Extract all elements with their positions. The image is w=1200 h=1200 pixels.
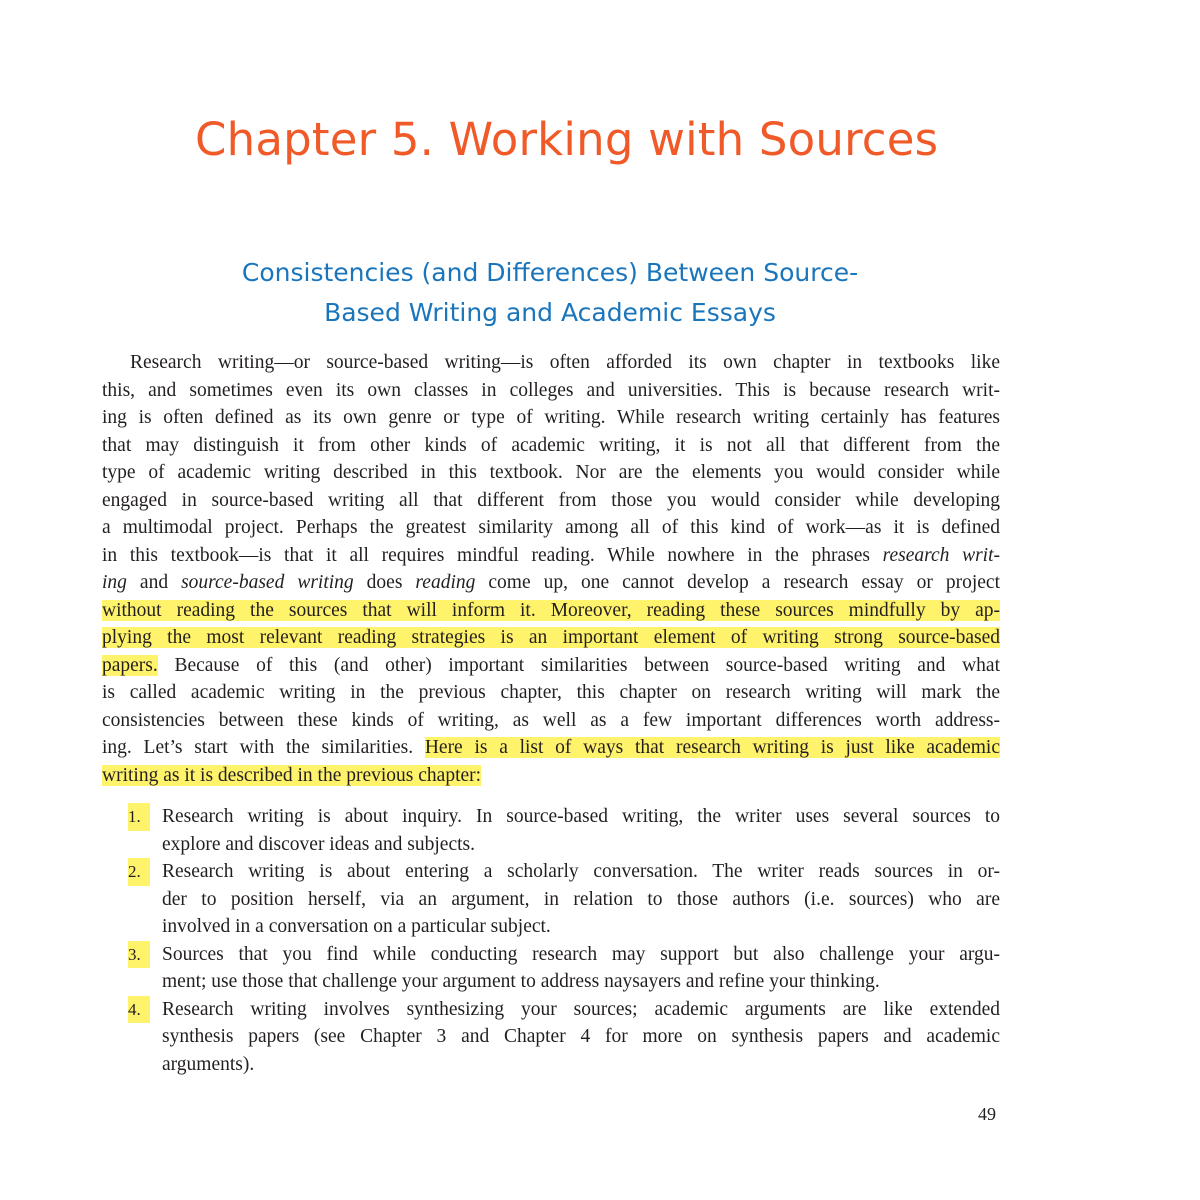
italic-term: research writ-: [882, 544, 1001, 566]
paragraph-line: that may distinguish it from other kinds of academic writing, it is not all that different from the: [102, 434, 1000, 456]
paragraph-line: engaged in source-based writing all that different from those you would consider while developing: [102, 489, 1000, 511]
highlighted-text: papers.: [102, 654, 158, 676]
paragraph-text: does: [353, 572, 416, 593]
paragraph-line: this, and sometimes even its own classes in colleges and universities. This is because research writ-: [102, 379, 1000, 401]
paragraph-line: [102, 542, 1000, 570]
chapter-title: Chapter 5. Working with Sources: [195, 113, 939, 166]
paragraph-line: consistencies between these kinds of writing, as well as a few important differences worth address-: [102, 709, 1000, 731]
paragraph-line: [102, 569, 1000, 597]
list-item-line: Research writing is about entering a scholarly conversation. The writer reads sources in or-: [162, 861, 1000, 882]
highlighted-text: plying the most relevant reading strategies is an important element of writing strong source-based: [102, 627, 1000, 648]
paragraph-text: come up, one cannot develop a research essay or project: [475, 572, 1001, 593]
paragraph-line: ing is often defined as its own genre or type of writing. While research writing certainly has features: [102, 407, 1000, 428]
paragraph-line: a multimodal project. Perhaps the greatest similarity among all of this kind of work—as it is defined: [102, 517, 1000, 538]
paragraph-text: Because of this (and other) important similarities between source-based writing and what: [157, 654, 1000, 676]
paragraph-line: [102, 652, 1000, 680]
paragraph-line: is called academic writing in the previous chapter, this chapter on research writing will mark the: [102, 682, 1000, 703]
paragraph-line: type of academic writing described in this textbook. Nor are the elements you would consider while: [102, 462, 1000, 483]
paragraph-text: in this textbook—is that it all requires mindful reading. While nowhere in the phrases: [102, 544, 870, 566]
list-item: [128, 996, 1000, 1079]
paragraph-line: [102, 624, 1000, 652]
list-item-line: synthesis papers (see Chapter 3 and Chapter 4 for more on synthesis papers and academic: [162, 1026, 1000, 1047]
highlighted-text: writing as it is described in the previous chapter:: [102, 764, 482, 786]
similarities-list: [128, 803, 1000, 1078]
list-number: 2.: [128, 858, 150, 886]
paragraph-line: Research writing—or source-based writing—is often afforded its own chapter in textbooks like: [130, 352, 1000, 373]
list-item-line: ment; use those that challenge your argument to address naysayers and refine your thinking.: [162, 971, 880, 992]
list-item-line: involved in a conversation on a particular subject.: [162, 916, 551, 937]
list-item: [128, 941, 1000, 996]
italic-term: ing: [102, 572, 127, 593]
list-item-line: der to position herself, via an argument, in relation to those authors (i.e. sources) who are: [162, 888, 1000, 910]
list-item-line: explore and discover ideas and subjects.: [162, 833, 475, 855]
paragraph-text: and: [126, 572, 182, 593]
italic-term: reading: [415, 572, 476, 593]
list-item: [128, 858, 1000, 941]
list-item-line: Sources that you find while conducting research may support but also challenge your argu-: [162, 943, 1000, 965]
list-number: 4.: [128, 996, 150, 1024]
paragraph-text: ing. Let’s start with the similarities.: [102, 737, 425, 758]
paragraph-line: [102, 762, 1000, 790]
section-heading: [100, 253, 1000, 333]
paragraph-line: [102, 734, 1000, 762]
highlighted-text: without reading the sources that will inform it. Moreover, reading these sources mindfully by ap-: [102, 599, 1000, 621]
section-heading-line-1: Consistencies (and Differences) Between Source-: [241, 258, 859, 287]
body-paragraph: [102, 349, 1000, 789]
list-item-line: arguments).: [162, 1053, 255, 1075]
page-number: 49: [978, 1104, 996, 1124]
section-heading-line-2: Based Writing and Academic Essays: [324, 298, 776, 327]
paragraph-line: [102, 597, 1000, 625]
list-number: 1.: [128, 803, 150, 831]
highlighted-text: Here is a list of ways that research writing is just like academic: [424, 737, 1000, 758]
list-item: [128, 803, 1000, 858]
list-item-line: Research writing is about inquiry. In source-based writing, the writer uses several sources to: [162, 806, 1000, 827]
list-number: 3.: [128, 941, 150, 969]
list-item-line: Research writing involves synthesizing your sources; academic arguments are like extended: [162, 998, 1000, 1020]
italic-term: source-based writing: [181, 572, 354, 593]
